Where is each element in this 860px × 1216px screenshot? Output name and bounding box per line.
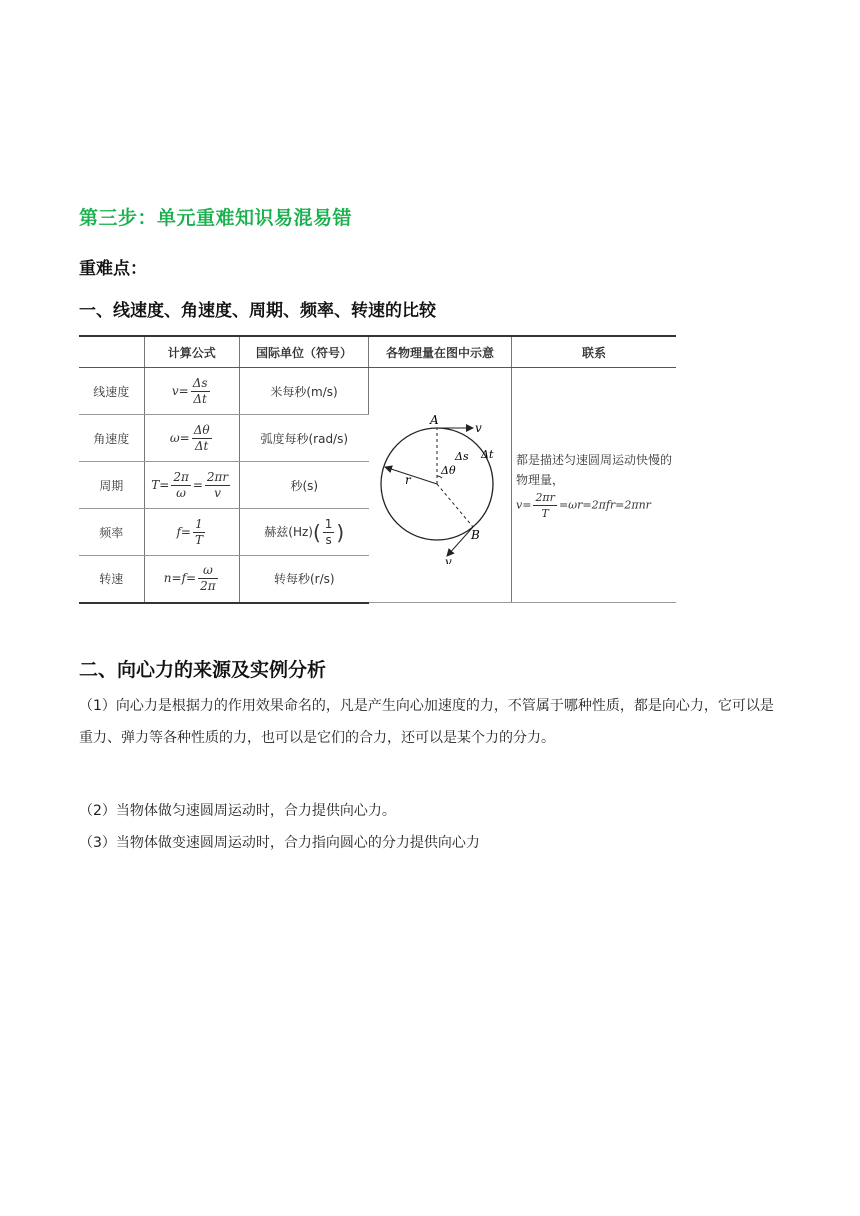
- fraction-denominator: 2π: [200, 579, 216, 594]
- fraction-numerator: Δs: [192, 375, 208, 390]
- quantity-name: 线速度: [79, 368, 144, 415]
- formula-cell: [144, 462, 239, 509]
- fraction-denominator: Δt: [193, 391, 207, 406]
- link-cell: [512, 368, 677, 603]
- fraction-numerator: 2π: [173, 469, 189, 484]
- unit-cell: 米每秒(m/s): [239, 368, 368, 415]
- fraction: [171, 470, 191, 501]
- formula-cell: [144, 556, 239, 603]
- formula-lhs: T=: [151, 477, 170, 492]
- header-diagram: 各物理量在图中示意: [369, 336, 512, 368]
- link-rhs: =ωr=2πfr=2πnr: [558, 498, 651, 511]
- label-v-bottom: v: [445, 554, 452, 564]
- comparison-table: [79, 335, 676, 604]
- label-delta-t: Δt: [481, 447, 494, 461]
- label-r: r: [405, 472, 411, 487]
- label-v-top: v: [475, 420, 482, 435]
- link-formula: [516, 490, 676, 521]
- paragraph-3: （3）当物体做变速圆周运动时，合力指向圆心的分力提供向心力: [79, 835, 480, 851]
- unit-text: 赫兹(Hz): [264, 524, 313, 539]
- paren-right: ): [336, 520, 345, 544]
- table-header-row: [79, 336, 676, 368]
- quantity-name: 周期: [79, 462, 144, 509]
- formula-cell: [144, 415, 239, 462]
- paren-left: (: [312, 520, 321, 544]
- fraction-numerator: 1: [324, 516, 333, 531]
- paragraph-2: （2）当物体做匀速圆周运动时，合力提供向心力。: [79, 803, 396, 819]
- fraction: [191, 376, 210, 407]
- link-lhs: v=: [516, 498, 532, 511]
- unit-cell: 秒(s): [239, 462, 368, 509]
- radius-r: [385, 467, 437, 484]
- fraction: [193, 517, 205, 548]
- unit-cell: 转每秒(r/s): [239, 556, 368, 603]
- fraction-denominator: ω: [176, 485, 186, 500]
- step-title: 第三步：单元重难知识易混易错: [79, 207, 353, 229]
- fraction-numerator: ω: [198, 563, 218, 579]
- radius-to-b: [437, 484, 473, 527]
- fraction-numerator: Δθ: [193, 422, 210, 437]
- formula-lhs: f=: [176, 524, 191, 539]
- circle-diagram: [375, 404, 505, 564]
- fraction: [192, 423, 212, 454]
- header-link: 联系: [512, 336, 677, 368]
- formula-cell: [144, 509, 239, 556]
- header-formula: 计算公式: [144, 336, 239, 368]
- label-a: A: [430, 412, 439, 427]
- section2-title: 二、向心力的来源及实例分析: [79, 659, 327, 681]
- fraction-denominator: Δt: [194, 438, 209, 453]
- velocity-arrow-b: [447, 527, 473, 556]
- paragraph-1: （1）向心力是根据力的作用效果命名的，凡是产生向心加速度的力，不管属于哪种性质，都是向心力，它可以是重力、弹力等各种性质的力，也可以是它们的合力，还可以是某个力的分力。: [79, 698, 774, 746]
- diagram-cell: [369, 368, 512, 603]
- fraction-denominator: s: [325, 532, 332, 547]
- equals-sign: =: [192, 477, 203, 492]
- label-b: B: [471, 527, 480, 542]
- link-text: 都是描述匀速圆周运动快慢的物理量，: [516, 452, 673, 487]
- unit-cell: 弧度每秒(rad/s): [239, 415, 368, 462]
- quantity-name: 频率: [79, 509, 144, 556]
- fraction: [205, 470, 230, 501]
- section1-title: 一、线速度、角速度、周期、频率、转速的比较: [79, 301, 436, 321]
- fraction-denominator: T: [194, 532, 203, 547]
- fraction-denominator: v: [214, 485, 221, 500]
- fraction: [198, 563, 218, 594]
- formula-lhs: ω=: [169, 430, 190, 445]
- header-empty: [79, 336, 144, 368]
- unit-cell: [239, 509, 368, 556]
- fraction: [533, 490, 557, 521]
- formula-lhs: n=f=: [163, 571, 197, 586]
- label-delta-s: Δs: [455, 449, 469, 463]
- key-points-label: 重难点：: [79, 259, 147, 279]
- formula-lhs: v=: [171, 383, 189, 398]
- fraction-denominator: T: [541, 506, 549, 520]
- fraction-numerator: 2πr: [206, 469, 229, 484]
- header-unit: 国际单位（符号）: [239, 336, 368, 368]
- label-delta-theta: Δθ: [441, 463, 456, 477]
- fraction: [323, 517, 335, 548]
- fraction-numerator: 2πr: [535, 490, 555, 504]
- quantity-name: 角速度: [79, 415, 144, 462]
- formula-cell: [144, 368, 239, 415]
- quantity-name: 转速: [79, 556, 144, 603]
- fraction-numerator: 1: [193, 517, 205, 533]
- table-row: [79, 368, 676, 415]
